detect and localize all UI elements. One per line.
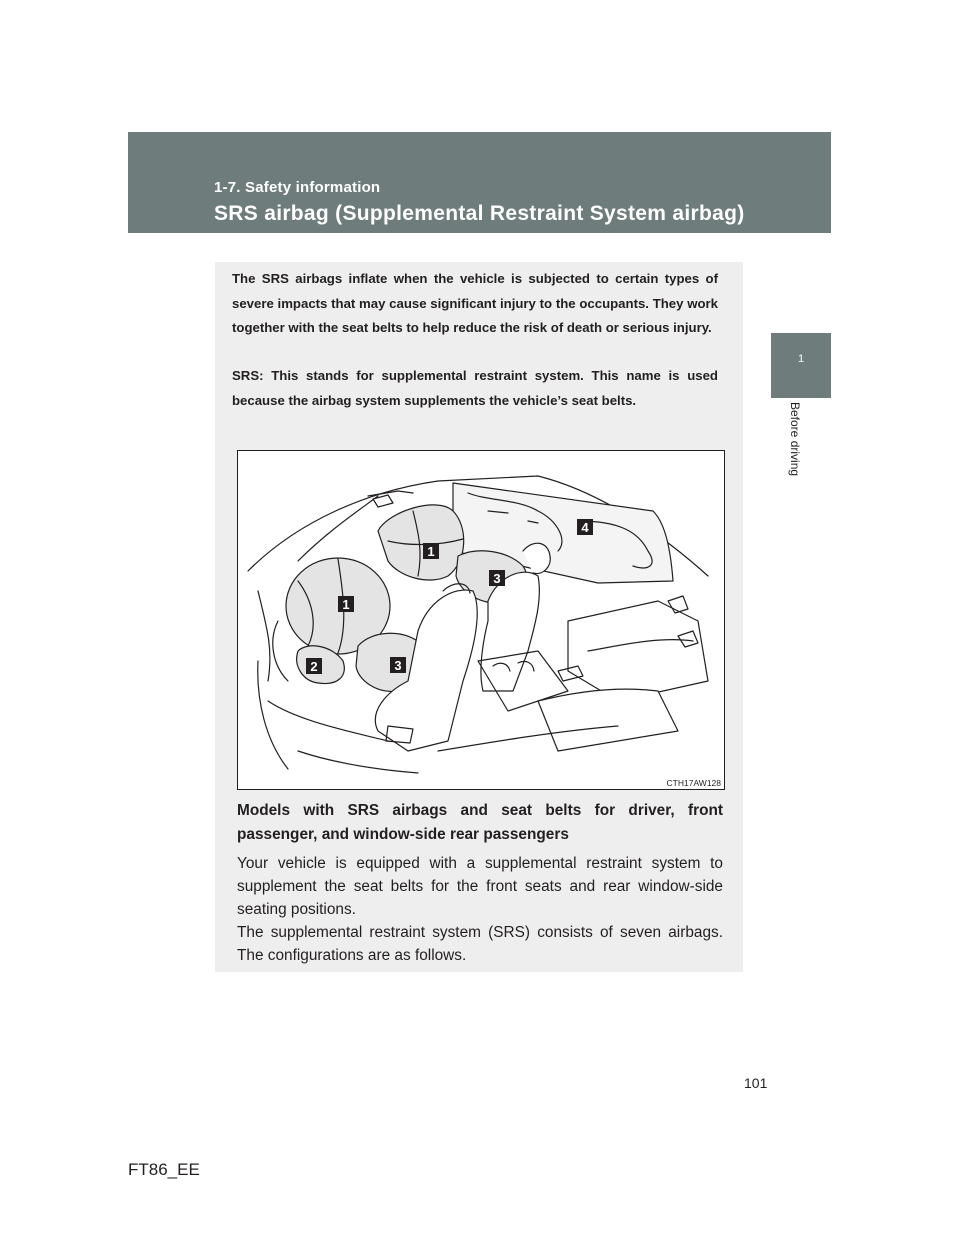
figure-code: CTH17AW128 — [666, 778, 721, 788]
callout-4 — [577, 519, 593, 535]
callout-number: 4 — [581, 520, 589, 535]
body-text — [237, 852, 723, 967]
model-code: FT86_EE — [128, 1160, 200, 1179]
callout-number: 2 — [310, 659, 318, 674]
page-number: 101 — [744, 1075, 768, 1091]
chapter-tab-label: Before driving — [788, 402, 802, 477]
chapter-tab[interactable] — [771, 333, 831, 398]
intro-paragraph-1: The SRS airbags inflate when the vehicle is subjected to certain types of severe impacts that may cause significant injury to the occupants. They work together with the seat belts to help reduce the risk of death or serious injury. — [232, 271, 718, 335]
callout-number: 1 — [427, 544, 435, 559]
body-paragraph-1: Your vehicle is equipped with a supplemental restraint system to supplement the seat belts for the front seats and rear window-side seating positions. — [237, 855, 723, 918]
section-label: 1-7. Safety information — [214, 179, 381, 196]
callout-1-lower — [338, 596, 354, 612]
callout-1-upper — [423, 543, 439, 559]
section-subheading: Models with SRS airbags and seat belts for driver, front passenger, and window-side rear passengers — [237, 802, 723, 843]
page-title: SRS airbag (Supplemental Restraint System airbag) — [214, 202, 745, 225]
chapter-tab-number: 1 — [797, 353, 805, 365]
callout-3-right — [489, 570, 505, 586]
callout-2 — [306, 658, 322, 674]
content-panel — [215, 262, 743, 972]
callout-3-left — [390, 657, 406, 673]
body-paragraph-2: The supplemental restraint system (SRS) consists of seven airbags. The configurations are as follows. — [237, 924, 723, 964]
vehicle-interior-drawing — [238, 451, 724, 789]
callout-number: 1 — [342, 597, 350, 612]
chapter-header-band — [128, 132, 831, 233]
callout-number: 3 — [394, 658, 402, 673]
intro-paragraph-2: SRS: This stands for supplemental restraint system. This name is used because the airbag system supplements the vehicle’s seat belts. — [232, 368, 718, 408]
airbag-location-illustration — [237, 450, 725, 790]
callout-number: 3 — [493, 571, 501, 586]
